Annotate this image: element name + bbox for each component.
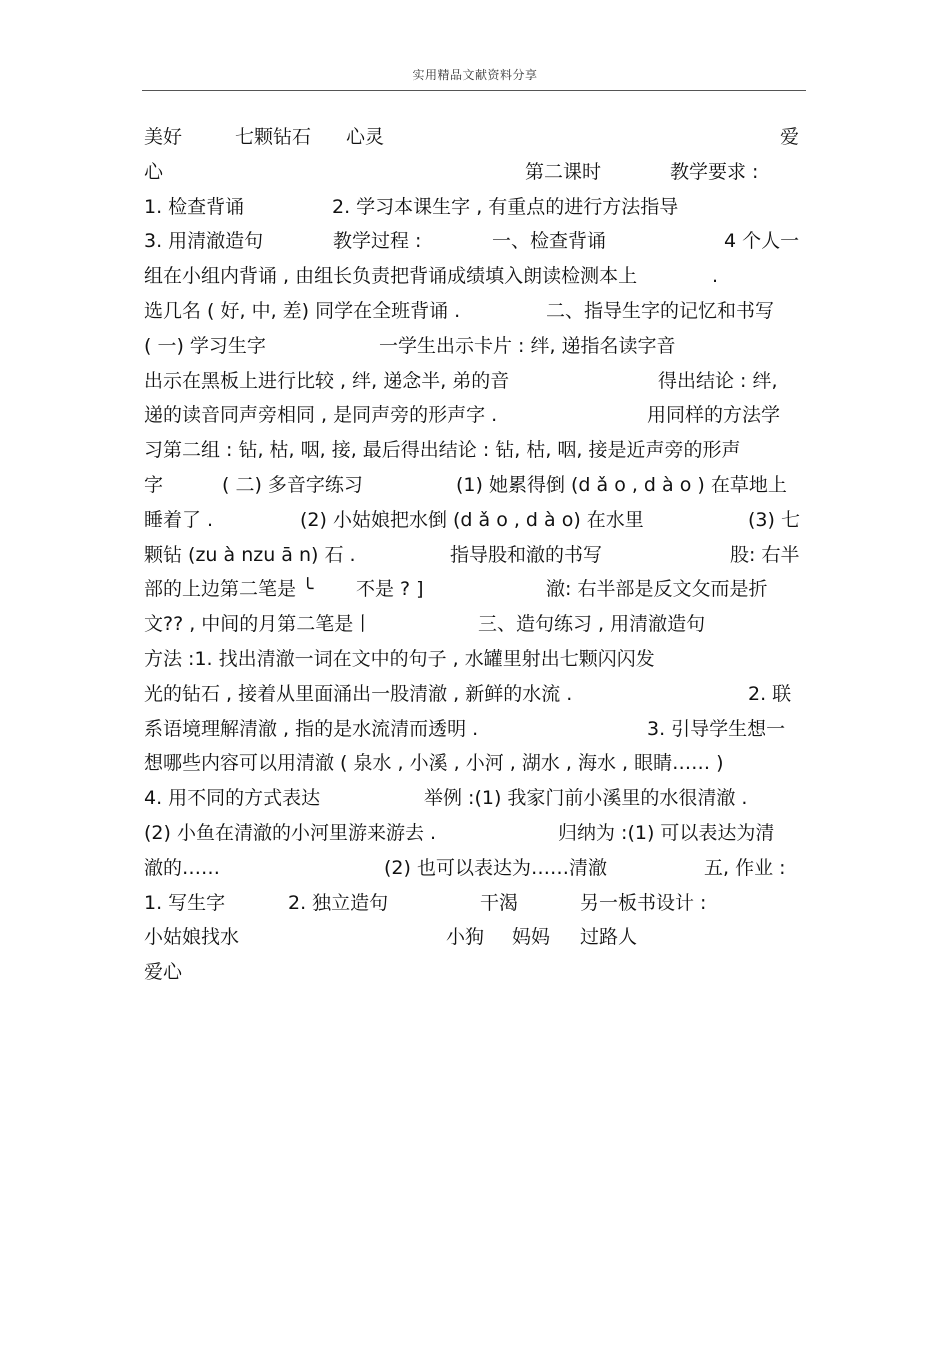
text-line	[144, 955, 834, 990]
text-line	[144, 920, 834, 955]
text-segment: 出示在黑板上进行比较 , 绊, 递念半, 弟的音	[144, 369, 510, 392]
text-segment: .	[712, 265, 719, 288]
text-line	[144, 572, 834, 607]
text-segment: 文?? , 中间的月第二笔是丨	[144, 613, 373, 636]
text-line	[144, 677, 834, 712]
text-segment: 递的读音同声旁相同 , 是同声旁的形声字 .	[144, 404, 498, 427]
text-segment: (2) 小姑娘把水倒 (d ǎ o , d à o) 在水里	[300, 508, 644, 531]
header-divider	[142, 90, 806, 91]
text-segment: 小姑娘找水	[144, 926, 240, 949]
text-segment: 2. 独立造句	[288, 891, 389, 914]
text-line	[144, 816, 834, 851]
text-segment: 一、检查背诵	[492, 230, 607, 253]
text-line	[144, 712, 834, 747]
text-line	[144, 155, 834, 190]
text-line	[144, 398, 834, 433]
text-segment: 心灵	[346, 126, 385, 148]
text-line	[144, 224, 834, 259]
text-segment: 想哪些内容可以用清澈 ( 泉水 , 小溪 , 小河 , 湖水 , 海水 , 眼睛…… )	[144, 752, 724, 775]
text-line	[144, 851, 834, 886]
text-segment: 方法 :1. 找出清澈一词在文中的句子 , 水罐里射出七颗闪闪发	[144, 647, 655, 670]
text-segment: 部的上边第二笔是 ╰	[144, 578, 314, 601]
text-line	[144, 259, 834, 294]
text-line	[144, 364, 834, 399]
text-segment: 澈的……	[144, 856, 221, 879]
text-segment: 三、造句练习 , 用清澈造句	[478, 613, 706, 636]
text-segment: 习第二组 : 钻, 枯, 咽, 接, 最后得出结论 : 钻, 枯, 咽, 接是近声旁的形声	[144, 439, 741, 462]
text-segment: 不是 ? ]	[356, 578, 424, 601]
text-line	[144, 538, 834, 573]
text-segment: 选几名 ( 好, 中, 差) 同学在全班背诵 .	[144, 299, 461, 322]
text-segment: 归纳为 :(1) 可以表达为清	[558, 821, 775, 844]
text-line	[144, 294, 834, 329]
text-segment: (1) 她累得倒 (d ǎ o , d à o ) 在草地上	[456, 473, 787, 496]
text-segment: 爱心	[144, 961, 183, 984]
text-line	[144, 746, 834, 781]
text-line	[144, 503, 834, 538]
text-segment: 过路人	[580, 926, 638, 949]
text-segment: 3. 用清澈造句	[144, 230, 264, 253]
page-header: 实用精品文献资料分享	[412, 68, 538, 82]
text-segment: 妈妈	[512, 926, 551, 949]
text-line	[144, 433, 834, 468]
text-line	[144, 190, 834, 225]
text-segment: 2. 联	[748, 682, 792, 705]
text-line	[144, 642, 834, 677]
document-body	[144, 120, 834, 990]
text-line	[144, 781, 834, 816]
text-segment: 第二课时	[525, 160, 602, 183]
text-segment: 美好	[144, 126, 183, 148]
text-segment: 股: 右半	[730, 543, 800, 566]
text-line	[144, 120, 834, 155]
text-segment: 一学生出示卡片 : 绊, 递指名读字音	[379, 334, 676, 357]
text-segment: 4 个人一	[724, 230, 800, 253]
text-segment: 1. 检查背诵	[144, 195, 245, 218]
text-line	[144, 468, 834, 503]
text-segment: (3) 七	[748, 508, 800, 531]
text-line	[144, 329, 834, 364]
text-segment: 3. 引导学生想一	[647, 717, 786, 740]
text-segment: ( 二) 多音字练习	[222, 473, 363, 496]
text-segment: 系语境理解清澈 , 指的是水流清而透明 .	[144, 717, 479, 740]
text-segment: 用同样的方法学	[647, 404, 781, 427]
text-segment: 颗钻 (zu à nzu ā n) 石 .	[144, 543, 356, 566]
text-segment: 字	[144, 473, 164, 496]
text-segment: 澈: 右半部是反文攵而是折	[546, 578, 768, 601]
text-segment: 组在小组内背诵 , 由组长负责把背诵成绩填入朗读检测本上	[144, 265, 638, 288]
text-segment: 4. 用不同的方式表达	[144, 787, 321, 810]
text-segment: 2. 学习本课生字 , 有重点的进行方法指导	[332, 195, 679, 218]
text-segment: 另一板书设计 :	[580, 891, 707, 914]
text-segment: 1. 写生字	[144, 891, 226, 914]
text-segment: 教学过程 :	[333, 230, 422, 253]
text-segment: 光的钻石 , 接着从里面涌出一股清澈 , 新鲜的水流 .	[144, 682, 573, 705]
text-segment: 五, 作业 :	[704, 856, 786, 879]
text-segment: (2) 小鱼在清澈的小河里游来游去 .	[144, 821, 437, 844]
text-segment: 小狗	[446, 926, 485, 949]
text-segment: 爱	[780, 126, 800, 148]
text-segment: 干渴	[480, 891, 519, 914]
text-segment: 指导股和澈的书写	[450, 543, 603, 566]
text-line	[144, 607, 834, 642]
text-segment: 得出结论 : 绊,	[658, 369, 778, 392]
text-segment: 七颗钻石	[235, 126, 312, 148]
text-segment: ( 一) 学习生字	[144, 334, 266, 357]
text-segment: 睡着了 .	[144, 508, 214, 531]
text-segment: (2) 也可以表达为……清澈	[384, 856, 607, 879]
text-segment: 教学要求 :	[670, 160, 759, 183]
text-segment: 二、指导生字的记忆和书写	[546, 299, 775, 322]
text-line	[144, 886, 834, 921]
text-segment: 举例 :(1) 我家门前小溪里的水很清澈 .	[424, 787, 748, 810]
text-segment: 心	[144, 160, 164, 183]
